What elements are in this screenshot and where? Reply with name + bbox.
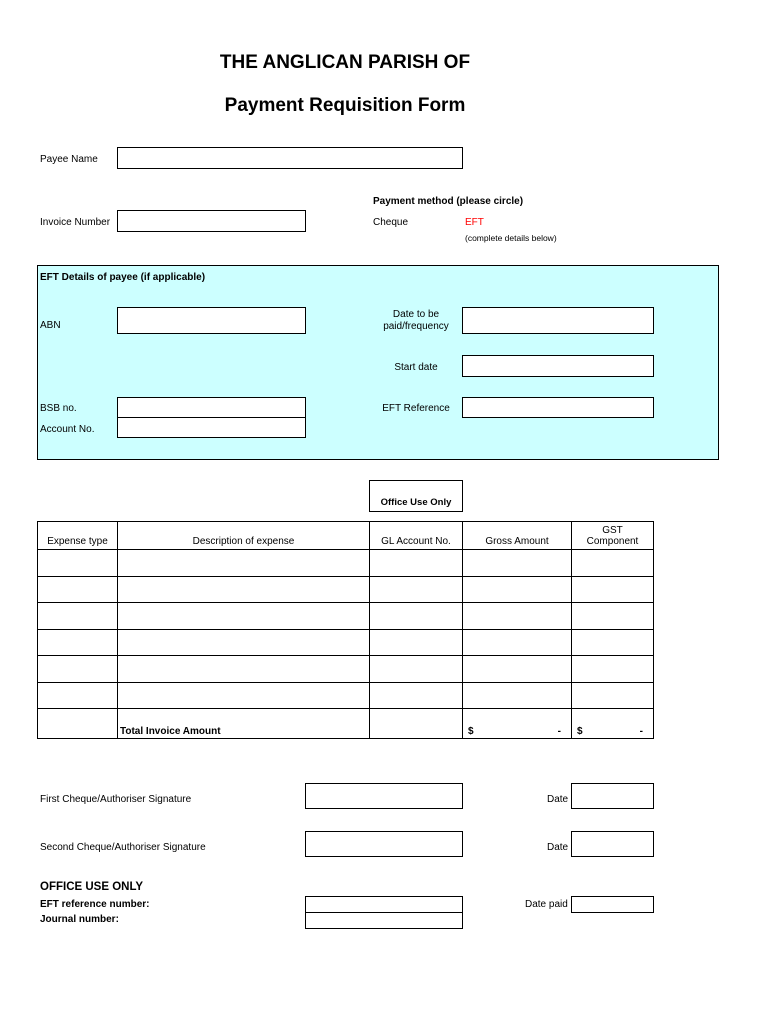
invoice-number-field[interactable] bbox=[117, 210, 306, 232]
second-signature-field[interactable] bbox=[305, 831, 463, 857]
first-signature-label: First Cheque/Authoriser Signature bbox=[40, 794, 192, 805]
start-date-field[interactable] bbox=[462, 355, 654, 377]
expense-table bbox=[37, 521, 654, 739]
total-gl-cell bbox=[370, 709, 463, 739]
gst-cell[interactable] bbox=[572, 629, 654, 656]
payee-name-label: Payee Name bbox=[40, 154, 98, 165]
description-cell[interactable] bbox=[118, 603, 370, 630]
date-paid-field[interactable] bbox=[571, 896, 654, 913]
total-invoice-amount-label: Total Invoice Amount bbox=[120, 726, 221, 737]
expense-row bbox=[38, 629, 654, 656]
office-use-only-tag-label: Office Use Only bbox=[380, 497, 452, 508]
second-date-label: Date bbox=[547, 842, 569, 853]
total-row bbox=[38, 709, 654, 739]
eft-details-heading: EFT Details of payee (if applicable) bbox=[40, 272, 206, 283]
gst-cell[interactable] bbox=[572, 603, 654, 630]
gl-account-cell[interactable] bbox=[370, 550, 463, 577]
payment-method-eft[interactable]: EFT bbox=[465, 217, 484, 228]
gl-account-cell[interactable] bbox=[370, 576, 463, 603]
gross-amount-cell[interactable] bbox=[463, 603, 572, 630]
form-title: THE ANGLICAN PARISH OF bbox=[219, 52, 471, 73]
gst-cell[interactable] bbox=[572, 576, 654, 603]
description-cell[interactable] bbox=[118, 550, 370, 577]
gst-cell[interactable] bbox=[572, 550, 654, 577]
gl-account-cell[interactable] bbox=[370, 682, 463, 709]
expense-row bbox=[38, 550, 654, 577]
payment-method-cheque[interactable]: Cheque bbox=[373, 217, 409, 228]
office-use-heading: OFFICE USE ONLY bbox=[40, 881, 144, 893]
second-date-field[interactable] bbox=[571, 831, 654, 857]
header-description: Description of expense bbox=[118, 522, 370, 550]
date-to-be-paid-label-line2: paid/frequency bbox=[383, 321, 449, 332]
expense-type-cell[interactable] bbox=[38, 603, 118, 630]
gross-total-value: - bbox=[557, 726, 561, 737]
gross-amount-cell[interactable] bbox=[463, 629, 572, 656]
expense-row bbox=[38, 576, 654, 603]
abn-field[interactable] bbox=[117, 307, 306, 334]
eft-note: (complete details below) bbox=[465, 233, 557, 243]
start-date-label: Start date bbox=[394, 362, 438, 373]
gross-amount-cell[interactable] bbox=[463, 576, 572, 603]
gst-cell[interactable] bbox=[572, 682, 654, 709]
expense-type-cell[interactable] bbox=[38, 656, 118, 683]
journal-number-field[interactable] bbox=[305, 912, 463, 929]
expense-table-header bbox=[38, 522, 654, 550]
payee-name-field[interactable] bbox=[117, 147, 463, 169]
gl-account-cell[interactable] bbox=[370, 656, 463, 683]
gst-cell[interactable] bbox=[572, 656, 654, 683]
header-expense-type: Expense type bbox=[38, 522, 118, 550]
gross-total-cell bbox=[463, 709, 572, 739]
total-label-cell bbox=[118, 709, 370, 739]
header-gl-account: GL Account No. bbox=[370, 522, 463, 550]
gross-total-symbol: $ bbox=[468, 726, 474, 737]
eft-reference-number-label: EFT reference number: bbox=[40, 899, 150, 910]
invoice-number-label: Invoice Number bbox=[40, 217, 111, 228]
description-cell[interactable] bbox=[118, 629, 370, 656]
gross-amount-cell[interactable] bbox=[463, 656, 572, 683]
abn-label: ABN bbox=[40, 320, 61, 331]
description-cell[interactable] bbox=[118, 656, 370, 683]
date-to-be-paid-label-line1: Date to be bbox=[392, 309, 440, 320]
expense-type-cell[interactable] bbox=[38, 682, 118, 709]
bsb-field[interactable] bbox=[117, 397, 306, 418]
form-subtitle: Payment Requisition Form bbox=[224, 95, 466, 116]
second-signature-label: Second Cheque/Authoriser Signature bbox=[40, 842, 206, 853]
first-date-label: Date bbox=[547, 794, 569, 805]
total-blank-cell bbox=[38, 709, 118, 739]
expense-type-cell[interactable] bbox=[38, 576, 118, 603]
description-cell[interactable] bbox=[118, 576, 370, 603]
first-date-field[interactable] bbox=[571, 783, 654, 809]
eft-reference-field[interactable] bbox=[462, 397, 654, 418]
expense-row bbox=[38, 656, 654, 683]
expense-type-cell[interactable] bbox=[38, 550, 118, 577]
header-gst-component: GST Component bbox=[572, 522, 654, 550]
gst-total-value: - bbox=[639, 726, 643, 737]
gross-amount-cell[interactable] bbox=[463, 682, 572, 709]
description-cell[interactable] bbox=[118, 682, 370, 709]
gst-total-symbol: $ bbox=[577, 726, 583, 737]
expense-row bbox=[38, 603, 654, 630]
header-gross-amount: Gross Amount bbox=[463, 522, 572, 550]
journal-number-label: Journal number: bbox=[40, 914, 119, 925]
eft-reference-label: EFT Reference bbox=[382, 403, 450, 414]
gl-account-cell[interactable] bbox=[370, 629, 463, 656]
expense-type-cell[interactable] bbox=[38, 629, 118, 656]
bsb-label: BSB no. bbox=[40, 403, 77, 414]
expense-row bbox=[38, 682, 654, 709]
eft-reference-number-field[interactable] bbox=[305, 896, 463, 913]
gst-total-cell bbox=[572, 709, 654, 739]
date-paid-label: Date paid bbox=[525, 899, 568, 910]
gross-amount-cell[interactable] bbox=[463, 550, 572, 577]
payment-method-heading: Payment method (please circle) bbox=[373, 196, 524, 207]
first-signature-field[interactable] bbox=[305, 783, 463, 809]
account-number-label: Account No. bbox=[40, 424, 95, 435]
gl-account-cell[interactable] bbox=[370, 603, 463, 630]
date-to-be-paid-field[interactable] bbox=[462, 307, 654, 334]
account-number-field[interactable] bbox=[117, 417, 306, 438]
